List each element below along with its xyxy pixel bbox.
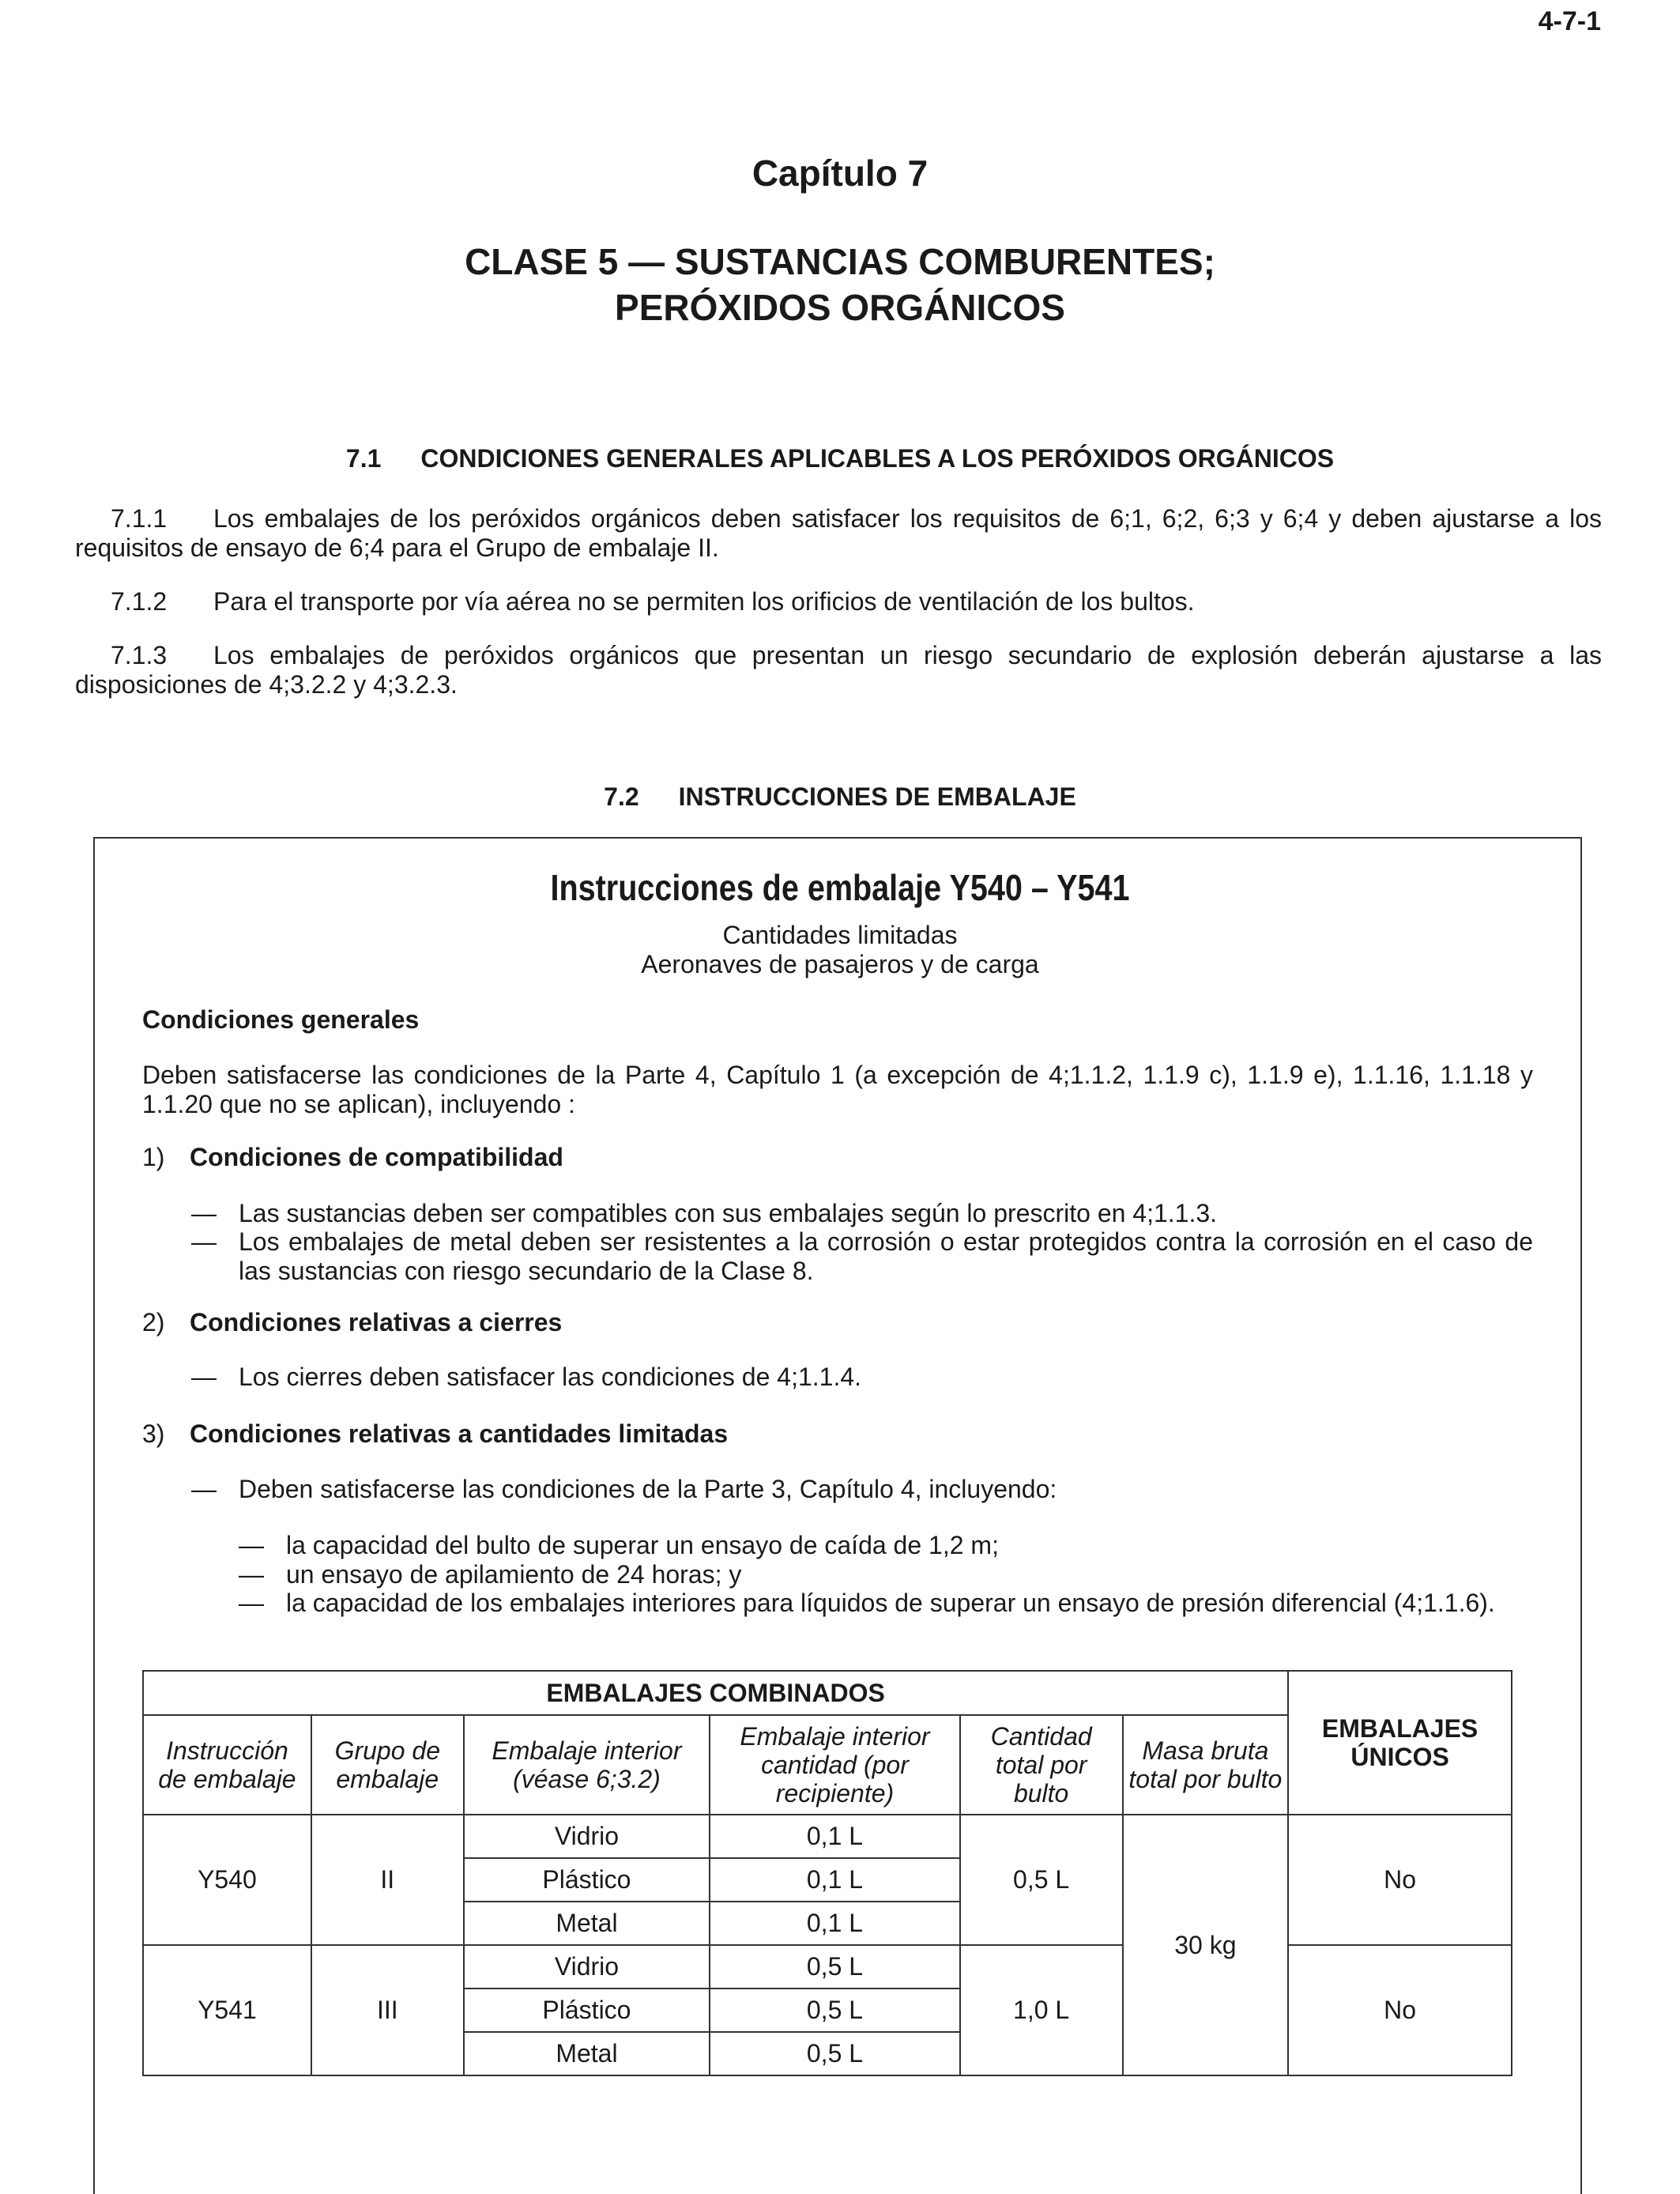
limited-sub-bullet-2 — [239, 1560, 1533, 1589]
inner-type-cell: Vidrio — [464, 1945, 710, 1989]
inner-type-cell: Metal — [464, 1902, 710, 1945]
limited-sub-bullet-1 — [239, 1531, 1533, 1560]
paragraph-7-1-1 — [75, 504, 1602, 563]
item-limited-quantities — [142, 1419, 728, 1449]
inner-qty-cell: 0,1 L — [710, 1815, 960, 1858]
section-number: 7.2 — [604, 782, 639, 811]
box-subtitle-2: Aeronaves de pasajeros y de carga — [641, 950, 1039, 978]
dash-mark: — — [239, 1589, 264, 1617]
bullet-text: un ensayo de apilamiento de 24 horas; y — [286, 1560, 742, 1589]
paragraph-text: Los embalajes de los peróxidos orgánicos deben satisfacer los requisitos de 6;1, 6;2, 6;3 y 6;4 y deben ajustarse a los requisitos de ensayo de 6;4 para el Grupo de embalaje II. — [75, 504, 1602, 562]
section-number: 7.1 — [345, 444, 382, 473]
inner-qty-cell: 0,1 L — [710, 1902, 960, 1945]
general-conditions-text: Deben satisfacerse las condiciones de la Parte 4, Capítulo 1 (a excepción de 4;1.1.2, 1.1.9 c), 1.1.9 e), 1.1.16, 1.1.18 y 1.1.20 que no se aplican), incluyendo : — [142, 1061, 1533, 1118]
col-header-total-quantity: Cantidad total por bulto — [960, 1715, 1123, 1815]
bullet-text: Los cierres deben satisfacer las condiciones de 4;1.1.4. — [239, 1363, 862, 1391]
section-heading-7-1 — [0, 444, 1680, 473]
bullet-text: Los embalajes de metal deben ser resistentes a la corrosión o estar protegidos contra la corrosión en el caso de las sustancias con riesgo secundario de la Clase 8. — [239, 1227, 1533, 1285]
compat-bullet-2 — [191, 1227, 1533, 1286]
class-title-line-2: PERÓXIDOS ORGÁNICOS — [615, 287, 1065, 328]
inner-qty-cell: 0,1 L — [710, 1858, 960, 1902]
general-conditions-heading: Condiciones generales — [142, 1005, 420, 1034]
dash-mark: — — [239, 1560, 264, 1589]
item-number: 1) — [142, 1143, 165, 1171]
item-heading: Condiciones relativas a cantidades limitadas — [190, 1419, 729, 1448]
dash-mark: — — [191, 1475, 217, 1503]
inner-qty-cell: 0,5 L — [710, 1989, 960, 2032]
paragraph-text: Los embalajes de peróxidos orgánicos que presentan un riesgo secundario de explosión deberán ajustarse a las disposiciones de 4;3.2.2 y 4;3.2.3. — [75, 641, 1602, 699]
paragraph-text: Para el transporte por vía aérea no se permiten los orificios de ventilación de los bultos. — [213, 587, 1195, 616]
class-title — [0, 239, 1680, 330]
item-heading: Condiciones de compatibilidad — [190, 1143, 563, 1171]
item-number: 3) — [142, 1419, 165, 1448]
col-header-instruction: Instrucción de embalaje — [143, 1715, 311, 1815]
table-row — [143, 1815, 1512, 1858]
dash-mark: — — [191, 1199, 217, 1227]
bullet-text: la capacidad del bulto de superar un ensayo de caída de 1,2 m; — [286, 1531, 999, 1559]
group-cell: III — [311, 1945, 464, 2075]
compat-bullet-1 — [191, 1199, 1533, 1228]
item-heading: Condiciones relativas a cierres — [190, 1308, 563, 1336]
paragraph-number: 7.1.1 — [111, 504, 168, 533]
combined-packagings-header: EMBALAJES COMBINADOS — [143, 1671, 1288, 1715]
dash-mark: — — [239, 1531, 264, 1559]
class-title-line-1: CLASE 5 — SUSTANCIAS COMBURENTES; — [465, 241, 1215, 282]
box-subtitle-1: Cantidades limitadas — [722, 921, 958, 949]
group-cell: II — [311, 1815, 464, 1945]
section-title: INSTRUCCIONES DE EMBALAJE — [678, 782, 1076, 811]
inner-type-cell: Vidrio — [464, 1815, 710, 1858]
limited-bullet-1 — [191, 1475, 1533, 1504]
instruction-cell: Y541 — [143, 1945, 311, 2075]
page-number: 4-7-1 — [1538, 6, 1601, 36]
paragraph-7-1-3 — [75, 641, 1602, 699]
single-packagings-header: EMBALAJES ÚNICOS — [1288, 1671, 1512, 1815]
section-heading-7-2 — [0, 782, 1680, 812]
col-header-gross-mass: Masa bruta total por bulto — [1123, 1715, 1289, 1815]
item-compatibility — [142, 1143, 563, 1172]
single-packaging-cell: No — [1288, 1815, 1512, 1945]
total-qty-cell: 0,5 L — [960, 1815, 1123, 1945]
packaging-table — [142, 1670, 1512, 2076]
chapter-title: Capítulo 7 — [751, 153, 929, 194]
total-qty-cell: 1,0 L — [960, 1945, 1123, 2075]
inner-type-cell: Plástico — [464, 1989, 710, 2032]
bullet-text: Las sustancias deben ser compatibles con sus embalajes según lo prescrito en 4;1.1.3. — [239, 1199, 1218, 1227]
single-packaging-cell: No — [1288, 1945, 1512, 2075]
instruction-cell: Y540 — [143, 1815, 311, 1945]
col-header-inner: Embalaje interior (véase 6;3.2) — [464, 1715, 710, 1815]
closures-bullet-1 — [191, 1363, 1533, 1392]
table-row — [143, 1945, 1512, 1989]
section-title: CONDICIONES GENERALES APLICABLES A LOS PERÓXIDOS ORGÁNICOS — [420, 444, 1335, 473]
packing-instruction-title: Instrucciones de embalaje Y540 – Y541 — [550, 867, 1130, 908]
inner-qty-cell: 0,5 L — [710, 2032, 960, 2075]
dash-mark: — — [191, 1363, 217, 1391]
bullet-text: Deben satisfacerse las condiciones de la Parte 3, Capítulo 4, incluyendo: — [239, 1475, 1057, 1503]
paragraph-number: 7.1.2 — [111, 587, 168, 616]
item-closures — [142, 1308, 562, 1337]
col-header-group: Grupo de embalaje — [311, 1715, 464, 1815]
dash-mark: — — [191, 1227, 217, 1256]
col-header-inner-quantity: Embalaje interior cantidad (por recipiente) — [710, 1715, 960, 1815]
item-number: 2) — [142, 1308, 165, 1336]
limited-sub-bullet-3 — [239, 1589, 1533, 1618]
paragraph-number: 7.1.3 — [111, 641, 168, 669]
bullet-text: la capacidad de los embalajes interiores para líquidos de superar un ensayo de presión diferencial (4;1.1.6). — [286, 1589, 1495, 1617]
inner-qty-cell: 0,5 L — [710, 1945, 960, 1989]
inner-type-cell: Metal — [464, 2032, 710, 2075]
gross-mass-cell: 30 kg — [1123, 1815, 1289, 2075]
inner-type-cell: Plástico — [464, 1858, 710, 1902]
paragraph-7-1-2 — [75, 587, 1602, 616]
